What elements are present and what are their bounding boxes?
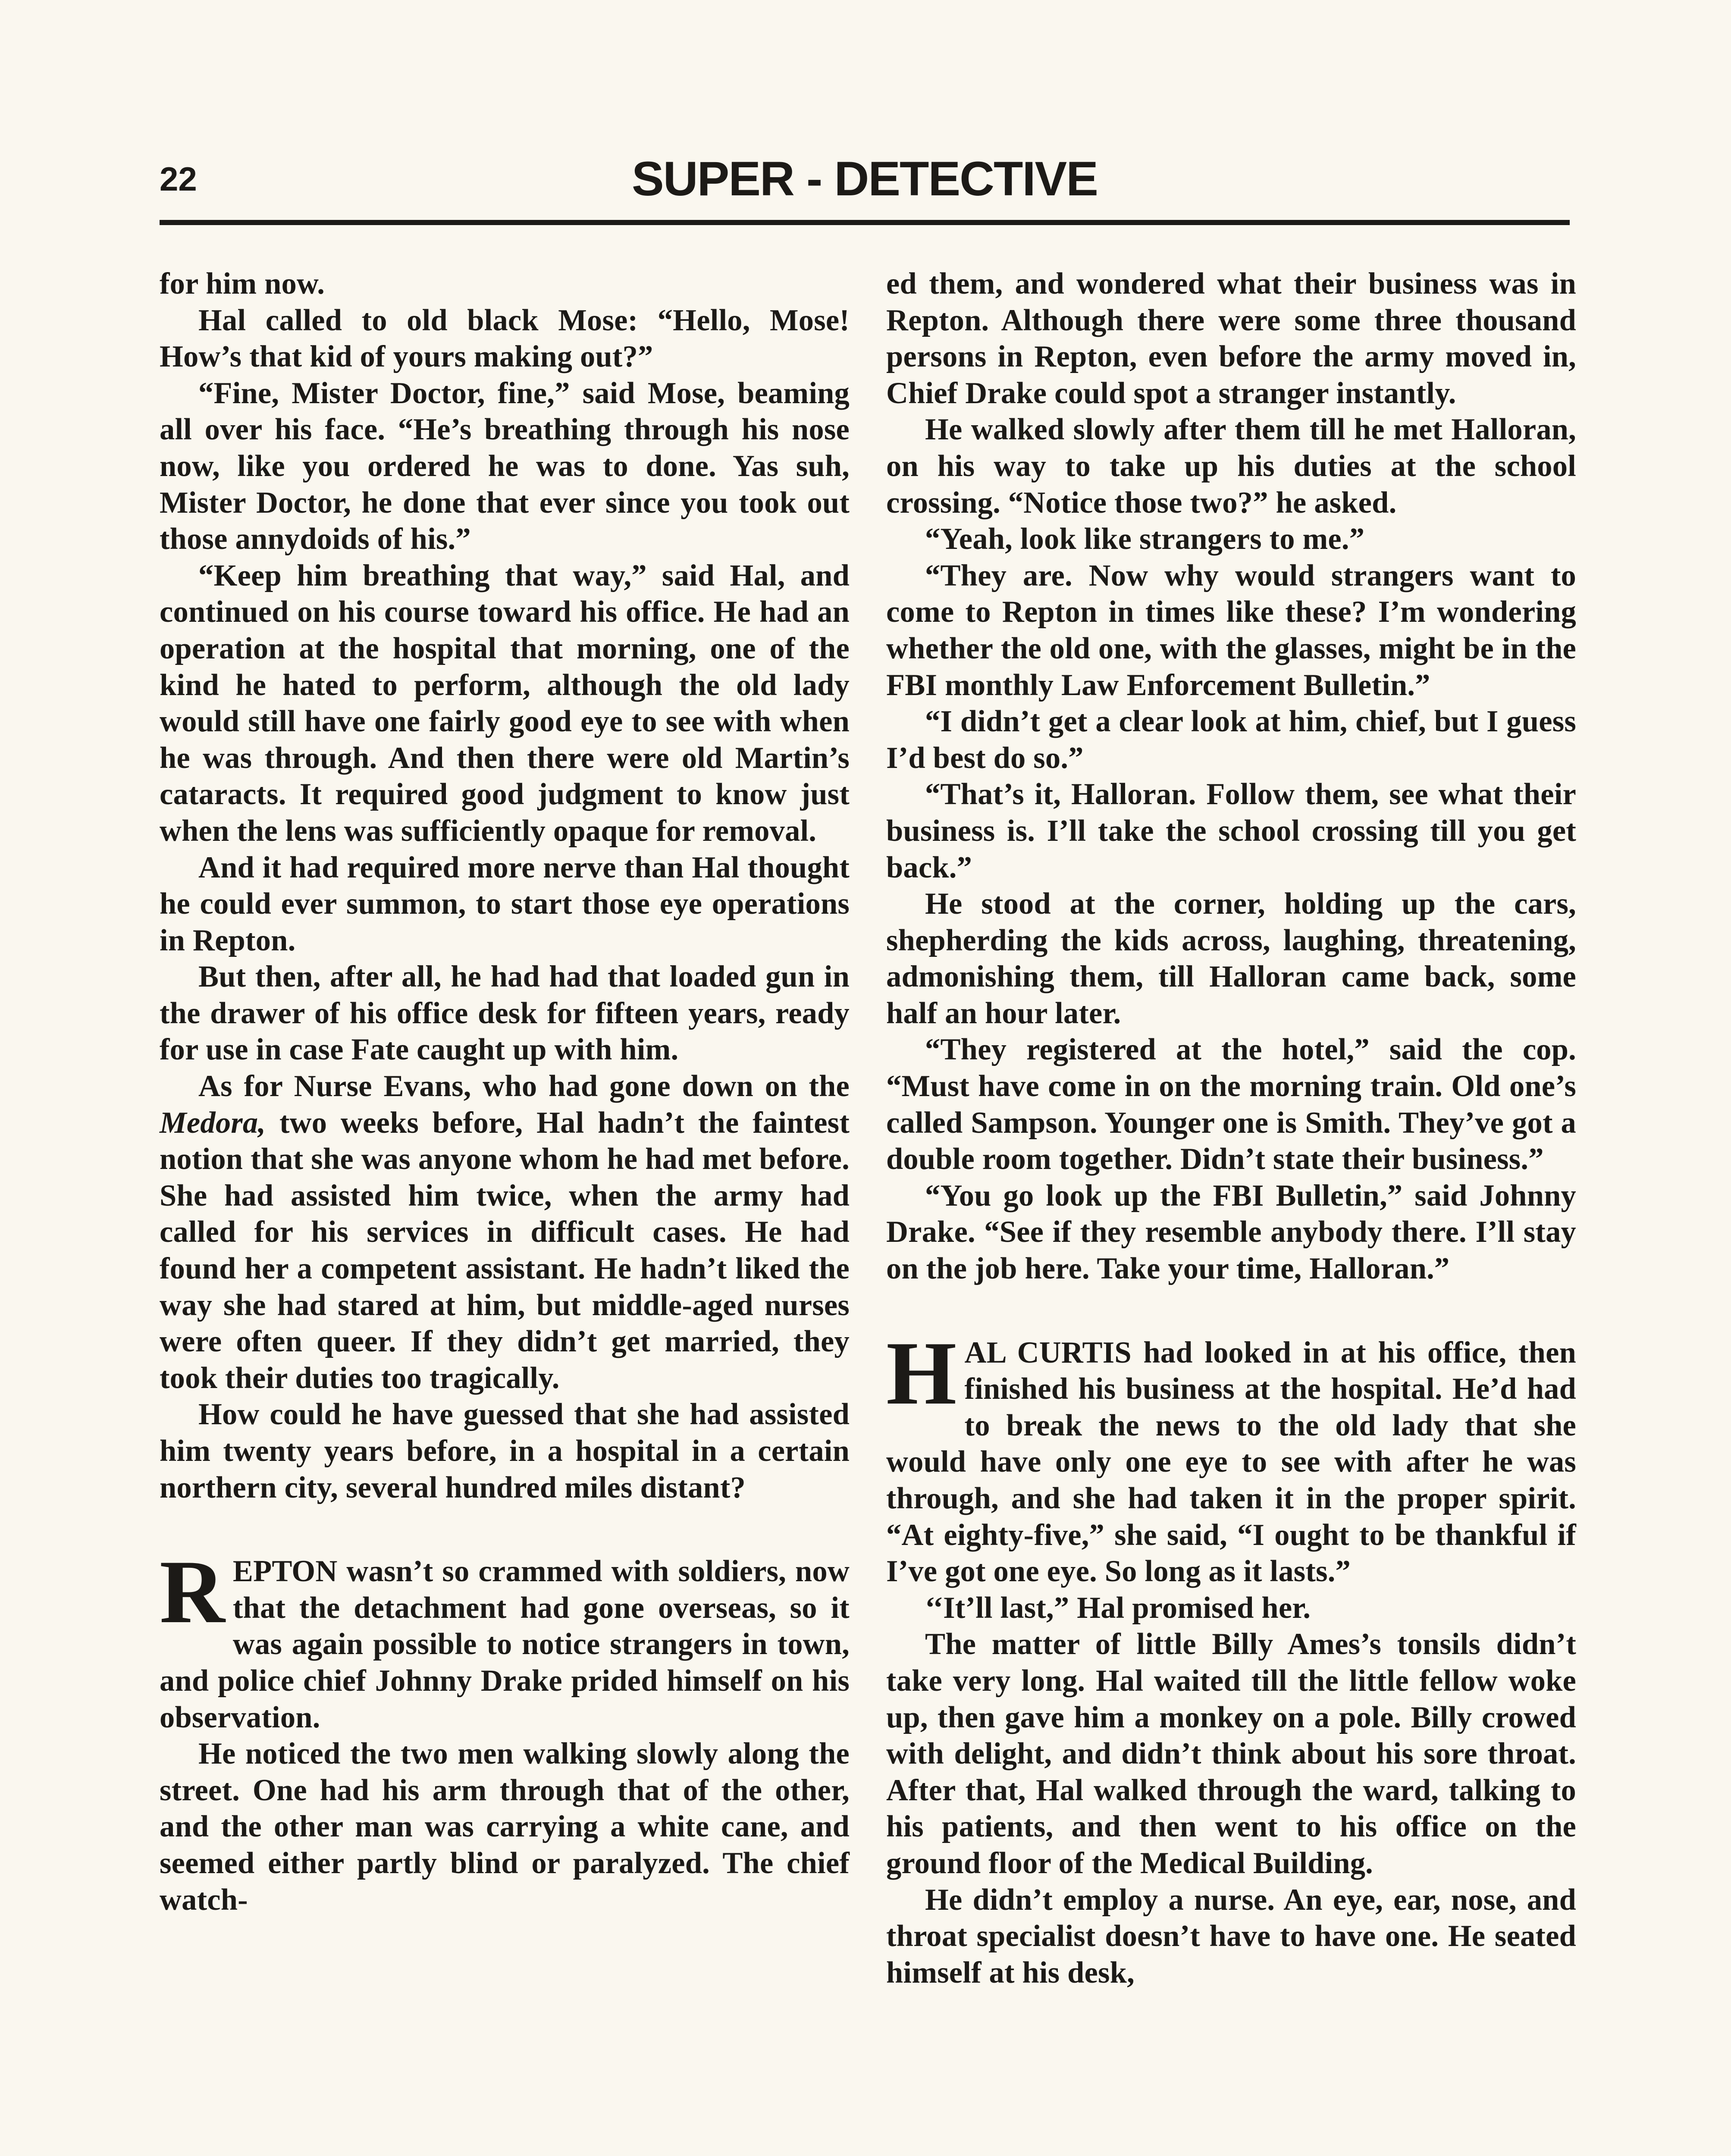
paragraph: How could he have guessed that she had assisted him twenty years before, in a hospital in a certain northern city, several hundred miles distant?	[160, 1398, 850, 1504]
ship-name: Medora,	[160, 1106, 266, 1140]
paragraph-text: AL CURTIS had looked in at his office, then finished his business at the hospital. He’d had to break the news to the old lady that she would have only one eye to see with after he was through, and she had taken it in the proper spirit. “At eighty-five,” she said, “I ought to be thankful if I’ve got one eye. So long as it lasts.”	[886, 1335, 1576, 1589]
paragraph: He walked slowly after them till he met Halloran, on his way to take up his duties at the school crossing. “Notice those two?” he asked.	[886, 413, 1576, 520]
section-opening	[886, 1323, 1576, 1590]
paragraph: ‘‘It’ll last,” Hal promised her.	[925, 1591, 1311, 1625]
paragraph: “I didn’t get a clear look at him, chief, but I guess I’d best do so.”	[886, 705, 1576, 775]
paragraph: Hal called to old black Mose: “Hello, Mose! How’s that kid of yours making out?”	[160, 303, 850, 374]
page-number: 22	[160, 160, 197, 198]
paragraph: “That’s it, Halloran. Follow them, see what their business is. I’ll take the school crossing till you get back.”	[886, 777, 1576, 884]
section-opening	[160, 1542, 850, 1736]
paragraph-text: As for Nurse Evans, who had gone down on the	[198, 1069, 850, 1103]
drop-cap: R	[160, 1542, 225, 1642]
paragraph: “They registered at the hotel,” said the cop. “Must have come in on the morning train. Old one’s called Sampson. Younger one is Smith. They’ve got a double room together. Didn’t state their business.”	[886, 1033, 1576, 1176]
paragraph: “Yeah, look like strangers to me.”	[925, 522, 1365, 556]
magazine-title: SUPER - DETECTIVE	[632, 152, 1098, 206]
paragraph: “Fine, Mister Doctor, fine,” said Mose, beaming all over his face. “He’s breathing through his nose now, like you ordered he was to done. Yas suh, Mister Doctor, he done that ever since you took out those annydoids of his.”	[160, 376, 850, 556]
page-header	[160, 151, 1570, 216]
header-rule	[160, 220, 1570, 225]
paragraph: He stood at the corner, holding up the cars, shepherding the kids across, laughing, threatening, admonishing them, till Halloran came back, some half an hour later.	[886, 887, 1576, 1030]
paragraph: But then, after all, he had had that loaded gun in the drawer of his office desk for fifteen years, ready for use in case Fate caught up with him.	[160, 960, 850, 1067]
paragraph-text: EPTON wasn’t so crammed with soldiers, now that the detachment had gone overseas, so it was again possible to notice strangers in town, and police chief Johnny Drake prided himself on his observation.	[160, 1554, 850, 1734]
paragraph	[160, 1068, 850, 1396]
paragraph: ed them, and wondered what their business was in Repton. Although there were some three thousand persons in Repton, even before the army moved in, Chief Drake could spot a stranger instantly.	[886, 267, 1576, 410]
paragraph: He noticed the two men walking slowly along the street. One had his arm through that of the other, and the other man was carrying a white cane, and seemed either partly blind or paralyzed. The chief watch-	[160, 1737, 850, 1917]
paragraph: “They are. Now why would strangers want to come to Repton in times like these? I’m wondering whether the old one, with the glasses, might be in the FBI monthly Law Enforcement Bulletin.”	[886, 558, 1576, 702]
paragraph: for him now.	[160, 267, 325, 301]
paragraph-text: two weeks before, Hal hadn’t the faintest notion that she was anyone whom he had met before. She had assisted him twice, when the army had called for his services in difficult cases. He had found her a competent assistant. He hadn’t liked the way she had stared at him, but middle-aged nurses were often queer. If they didn’t get married, they took their duties too tragically.	[160, 1106, 850, 1395]
paragraph: “Keep him breathing that way,” said Hal, and continued on his course toward his office. He had an operation at the hospital that morning, one of the kind he hated to perform, although the old lady would still have one fairly good eye to see with when he was through. And then there were old Martin’s cataracts. It required good judgment to know just when the lens was sufficiently opaque for removal.	[160, 558, 850, 848]
paragraph: He didn’t employ a nurse. An eye, ear, nose, and throat specialist doesn’t have to have one. He seated himself at his desk,	[886, 1883, 1576, 1990]
drop-cap: H	[886, 1323, 957, 1423]
paragraph: And it had required more nerve than Hal thought he could ever summon, to start those eye operations in Repton.	[160, 850, 850, 957]
right-column	[886, 266, 1576, 1991]
left-column	[160, 266, 850, 1918]
paragraph: “You go look up the FBI Bulletin,” said Johnny Drake. “See if they resemble anybody there. I’ll stay on the job here. Take your time, Halloran.”	[886, 1178, 1576, 1286]
paragraph: The matter of little Billy Ames’s tonsils didn’t take very long. Hal waited till the little fellow woke up, then gave him a monkey on a pole. Billy crowed with delight, and didn’t think about his sore throat. After that, Hal walked through the ward, talking to his patients, and then went to his office on the ground floor of the Medical Building.	[886, 1627, 1576, 1880]
